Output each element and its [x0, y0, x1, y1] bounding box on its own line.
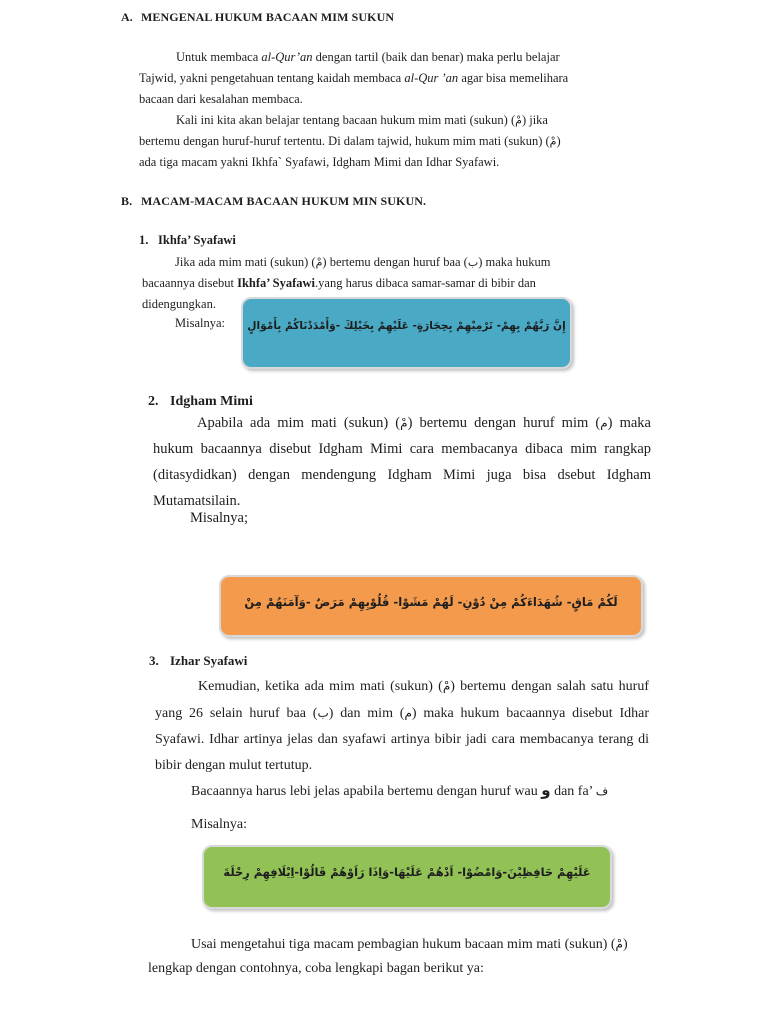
arabic-baa: ب: [317, 706, 329, 720]
text-span: ): [622, 937, 628, 952]
text-span: Tajwid, yakni pengetahuan tentang kaidah membaca: [139, 71, 405, 85]
izhar-wau-fa-line: [191, 781, 608, 800]
text-span: ) maka hukum: [478, 255, 551, 269]
text-span: yang 26 selain huruf baa (: [155, 706, 318, 721]
text-span: ) bertemu dengan huruf baa (: [322, 255, 468, 269]
bold-term: Ikhfa’ Syafawi: [237, 276, 316, 290]
arabic-fa: ف: [595, 784, 609, 798]
text-span: ) bertemu dengan huruf mim (: [407, 415, 601, 431]
izhar-title: Izhar Syafawi: [170, 653, 248, 668]
ikhfa-example-box: [241, 297, 572, 369]
idgham-example-label: Misalnya;: [190, 510, 248, 526]
arabic-mim: مْ: [400, 416, 408, 430]
text-line: bacaan dari kesalahan membaca.: [139, 92, 303, 106]
section-a-title: MENGENAL HUKUM BACAAN MIM SUKUN: [141, 10, 395, 24]
ikhfa-number: 1.: [139, 233, 149, 247]
arabic-mim: مْ: [315, 256, 323, 269]
text-line: ada tiga macam yakni Ikhfa` Syafawi, Idgham Mimi dan Idhar Syafawi.: [139, 155, 500, 169]
izhar-paragraph: [155, 673, 649, 779]
text-span: .yang harus dibaca samar-samar di bibir dan: [315, 276, 536, 290]
text-line: bibir dengan mulut tertutup.: [155, 758, 313, 773]
izhar-example-box: [202, 845, 612, 909]
ikhfa-heading: [139, 233, 236, 248]
text-span: ): [556, 134, 561, 148]
text-span: Jika ada mim mati (sukun) (: [175, 255, 316, 269]
text-line: [142, 252, 562, 273]
text-span: Bacaannya harus lebi jelas apabila bertemu dengan huruf wau: [191, 784, 542, 799]
section-a-paragraph-1: [139, 47, 569, 110]
text-line: [139, 110, 569, 131]
idgham-title: Idgham Mimi: [170, 394, 253, 409]
section-b-title: MACAM-MACAM BACAAN HUKUM MIN SUKUN.: [141, 194, 427, 208]
arabic-mim: مْ: [515, 114, 522, 127]
izhar-example-arabic: عَلَيْهِمْ حَافِظِيْنَ-وَامْضُوْا- اَدْهُمْ عَلَيْهَا-وَاِذَا رَاَوْهُمْ قَالُوْا-اِيْلَافِهِمْ رِحْلَةَ: [223, 865, 591, 879]
text-span: dan fa’: [550, 784, 596, 799]
text-span: Untuk membaca: [176, 50, 262, 64]
text-line: [139, 47, 569, 68]
ikhfa-title: Ikhfa’ Syafawi: [158, 233, 236, 247]
text-span: bacaannya disebut: [142, 276, 238, 290]
closing-paragraph: [148, 932, 648, 981]
text-span: ) bertemu dengan salah satu huruf: [450, 679, 649, 694]
text-line: [139, 131, 569, 152]
text-span: dengan tartil (baik dan benar) maka perlu belajar: [312, 50, 560, 64]
text-span: Apabila ada mim mati (sukun) (: [197, 415, 401, 431]
text-line: [155, 700, 649, 727]
text-span: bertemu dengan huruf-huruf tertentu. Di dalam tajwid, hukum mim mati (sukun) (: [139, 134, 550, 148]
ikhfa-example-label: Misalnya:: [175, 316, 225, 330]
text-line: [142, 273, 562, 294]
idgham-example-box: [219, 575, 643, 637]
text-line: [155, 673, 649, 700]
arabic-mim: مْ: [442, 679, 451, 693]
idgham-paragraph: [153, 410, 651, 514]
text-span: ) jika: [521, 113, 548, 127]
text-line: [139, 68, 569, 89]
section-b-heading: [121, 194, 426, 209]
text-line: Syafawi. Idhar artinya jelas dan syafawi artinya bibir jadi cara membacanya terang di: [155, 732, 649, 747]
text-line: didengungkan.: [142, 297, 216, 311]
text-line: [148, 932, 648, 957]
section-a-number: A.: [121, 10, 133, 24]
izhar-example-label: Misalnya:: [191, 817, 247, 832]
text-line: lengkap dengan contohnya, coba lengkapi bagan berikut ya:: [148, 961, 484, 976]
italic-term: al-Qur ’an: [404, 71, 459, 85]
idgham-heading: [148, 394, 253, 410]
ikhfa-example-arabic: إِنَّ رَبَّهُمْ بِهِمْ- تَرْمِيْهِمْ بِحِجَارَةٍ- عَلَيْهِمْ بِخَيْلِكَ -وَأَمْدَدْنَاكُمْ بِأَمْوَالٍ: [247, 320, 566, 332]
section-b-number: B.: [121, 194, 133, 208]
text-span: ) maka hukum bacaannya disebut Idhar: [411, 706, 649, 721]
text-span: Usai mengetahui tiga macam pembagian hukum bacaan mim mati (sukun) (: [191, 937, 616, 952]
text-line: [153, 410, 651, 436]
izhar-heading: [149, 653, 247, 669]
text-span: ) maka: [607, 415, 651, 431]
arabic-wau: و: [541, 781, 551, 799]
text-span: Kali ini kita akan belajar tentang bacaan hukum mim mati (sukun) (: [176, 113, 516, 127]
arabic-baa: ب: [467, 256, 479, 269]
text-span: agar bisa memelihara: [458, 71, 569, 85]
text-line: Mutamatsilain.: [153, 493, 241, 509]
text-line: (ditasydidkan) dengan mendengung Idgham Mimi juga bisa dsebut Idgham: [153, 467, 651, 483]
italic-term: al-Qur’an: [261, 50, 313, 64]
arabic-mim: م: [404, 706, 412, 720]
text-line: hukum bacaannya disebut Idgham Mimi cara membacanya dibaca mim rangkap: [153, 441, 651, 457]
arabic-mim: مْ: [549, 135, 557, 148]
arabic-mim: مْ: [615, 937, 623, 951]
izhar-number: 3.: [149, 653, 159, 668]
idgham-example-arabic: لَكُمْ مَاقٍ- شُهَدَاءَكُمْ مِنْ دُوْنِ- لَهُمْ مَشَوْا- قُلُوْبِهِمْ مَرَضٌ -وَآمَنَهُمْ مِنْ: [244, 595, 618, 609]
arabic-mim: م: [600, 416, 608, 430]
text-span: Kemudian, ketika ada mim mati (sukun) (: [198, 679, 443, 694]
idgham-number: 2.: [148, 394, 159, 409]
section-a-heading: [121, 10, 394, 25]
section-a-paragraph-2: [139, 110, 569, 173]
text-span: ) dan mim (: [328, 706, 405, 721]
